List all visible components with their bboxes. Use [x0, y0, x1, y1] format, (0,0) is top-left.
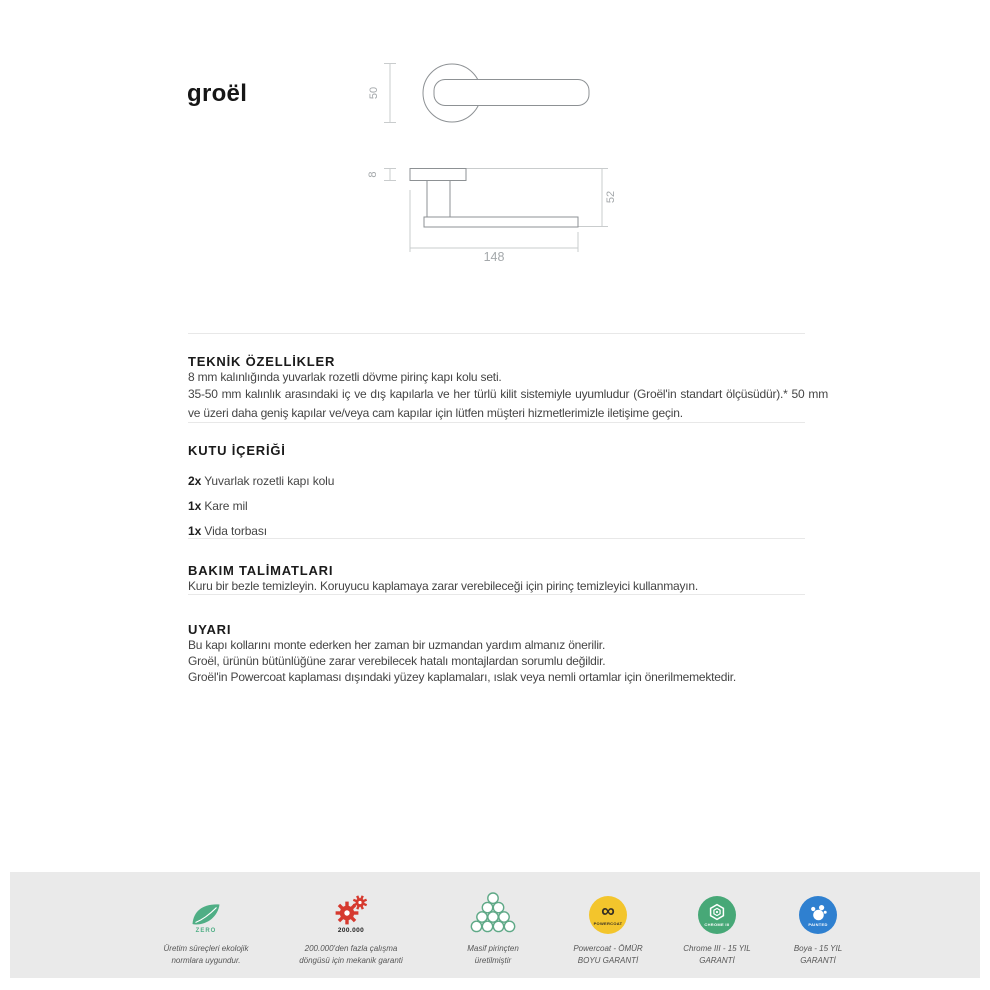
leaf-icon-label: ZERO [195, 928, 217, 934]
warning-line: Groël'in Powercoat kaplaması dışındaki yüzey kaplamaları, ıslak veya nemli ortamlar için önerilmemektedir. [188, 670, 736, 684]
box-item [188, 474, 828, 488]
warning-line: Groël, ürünün bütünlüğüne zarar verebilecek hatalı montajlardan sorumlu değildir. [188, 654, 606, 668]
brass-stack-icon [469, 892, 517, 934]
infinity-badge-label: POWERCOAT [593, 921, 623, 927]
technical-drawing [358, 53, 644, 268]
infinity-badge-icon [589, 896, 627, 934]
divider [188, 594, 805, 595]
box-item-label: Yuvarlak rozetli kapı kolu [204, 474, 335, 488]
badge-caption [164, 943, 249, 966]
caption-line: 200.000'den fazla çalışma [304, 944, 398, 953]
spec-content [188, 333, 828, 685]
caption-line: BOYU GARANTİ [577, 955, 639, 965]
leaf-icon [191, 902, 221, 926]
chrome-badge-icon [698, 896, 736, 934]
hexagon-glyph [708, 903, 726, 921]
box-item-label: Vida torbası [204, 524, 268, 538]
handle-side-view [410, 169, 578, 228]
section-title-technical: TEKNİK ÖZELLİKLER [188, 354, 336, 369]
paint-badge-label: PAINTED [808, 921, 828, 927]
badge-caption [299, 943, 403, 966]
caption-line: üretilmiştir [474, 955, 512, 965]
caption-line: Boya - 15 YIL [793, 944, 843, 953]
paint-badge-icon [799, 896, 837, 934]
technical-paragraph-2: 35-50 mm kalınlık arasındaki iç ve dış kapılarla ve her türlü kilit sistemiyle uyumludur (Groël'in standart ölçüsüdür).* 50 mm ve üzeri daha geniş kapılar ve/veya cam kapılar için lütfen müşteri hizmetlerimizle iletişime geçin. [188, 387, 828, 420]
paint-splash-glyph [809, 904, 828, 921]
badge-caption [794, 943, 842, 966]
dim-label-8: 8 [367, 171, 379, 178]
caption-line: normlara uygundur. [171, 955, 241, 965]
caption-line: Chrome III - 15 YIL [683, 944, 751, 953]
divider [188, 333, 805, 334]
dim-label-50: 50 [368, 86, 380, 100]
section-title-warning: UYARI [188, 622, 232, 637]
infinity-glyph: ∞ [601, 900, 615, 922]
caption-line: GARANTİ [699, 955, 735, 965]
section-title-care: BAKIM TALİMATLARI [188, 563, 334, 578]
technical-paragraph-1: 8 mm kalınlığında yuvarlak rozetli dövme pirinç kapı kolu seti. [188, 370, 502, 384]
box-item-qty: 2x [188, 474, 202, 488]
box-item [188, 524, 828, 538]
box-item-qty: 1x [188, 524, 202, 538]
dim-label-52: 52 [605, 190, 617, 204]
caption-line: GARANTİ [800, 955, 836, 965]
box-item-label: Kare mil [204, 499, 248, 513]
chrome-badge-label: CHROME III [704, 922, 730, 927]
badge-paint-warranty [733, 886, 903, 966]
dimension-lines-top [384, 64, 396, 123]
lever-top-view [434, 80, 589, 106]
gears-icon-label: 200.000 [337, 927, 365, 934]
divider [188, 422, 805, 423]
box-item-qty: 1x [188, 499, 202, 513]
warning-line: Bu kapı kollarını monte ederken her zaman bir uzmandan yardım almanız önerilir. [188, 638, 606, 652]
badge-caption [467, 943, 519, 966]
box-item [188, 499, 828, 513]
brand-logo: groël [187, 80, 248, 107]
divider [188, 538, 805, 539]
caption-line: Powercoat - ÖMÜR [573, 944, 643, 953]
dimension-lines-side [384, 169, 608, 253]
caption-line: döngüsü için mekanik garanti [299, 955, 403, 965]
dim-label-148: 148 [483, 250, 505, 264]
care-paragraph: Kuru bir bezle temizleyin. Koruyucu kaplamaya zarar verebileceği için pirinç temizleyici kullanmayın. [188, 579, 699, 593]
caption-line: Üretim süreçleri ekolojik [163, 944, 249, 953]
certification-band [10, 872, 980, 978]
section-title-box-contents: KUTU İÇERİĞİ [188, 443, 286, 458]
caption-line: Masif pirinçten [467, 944, 519, 953]
gears-icon [334, 895, 368, 925]
